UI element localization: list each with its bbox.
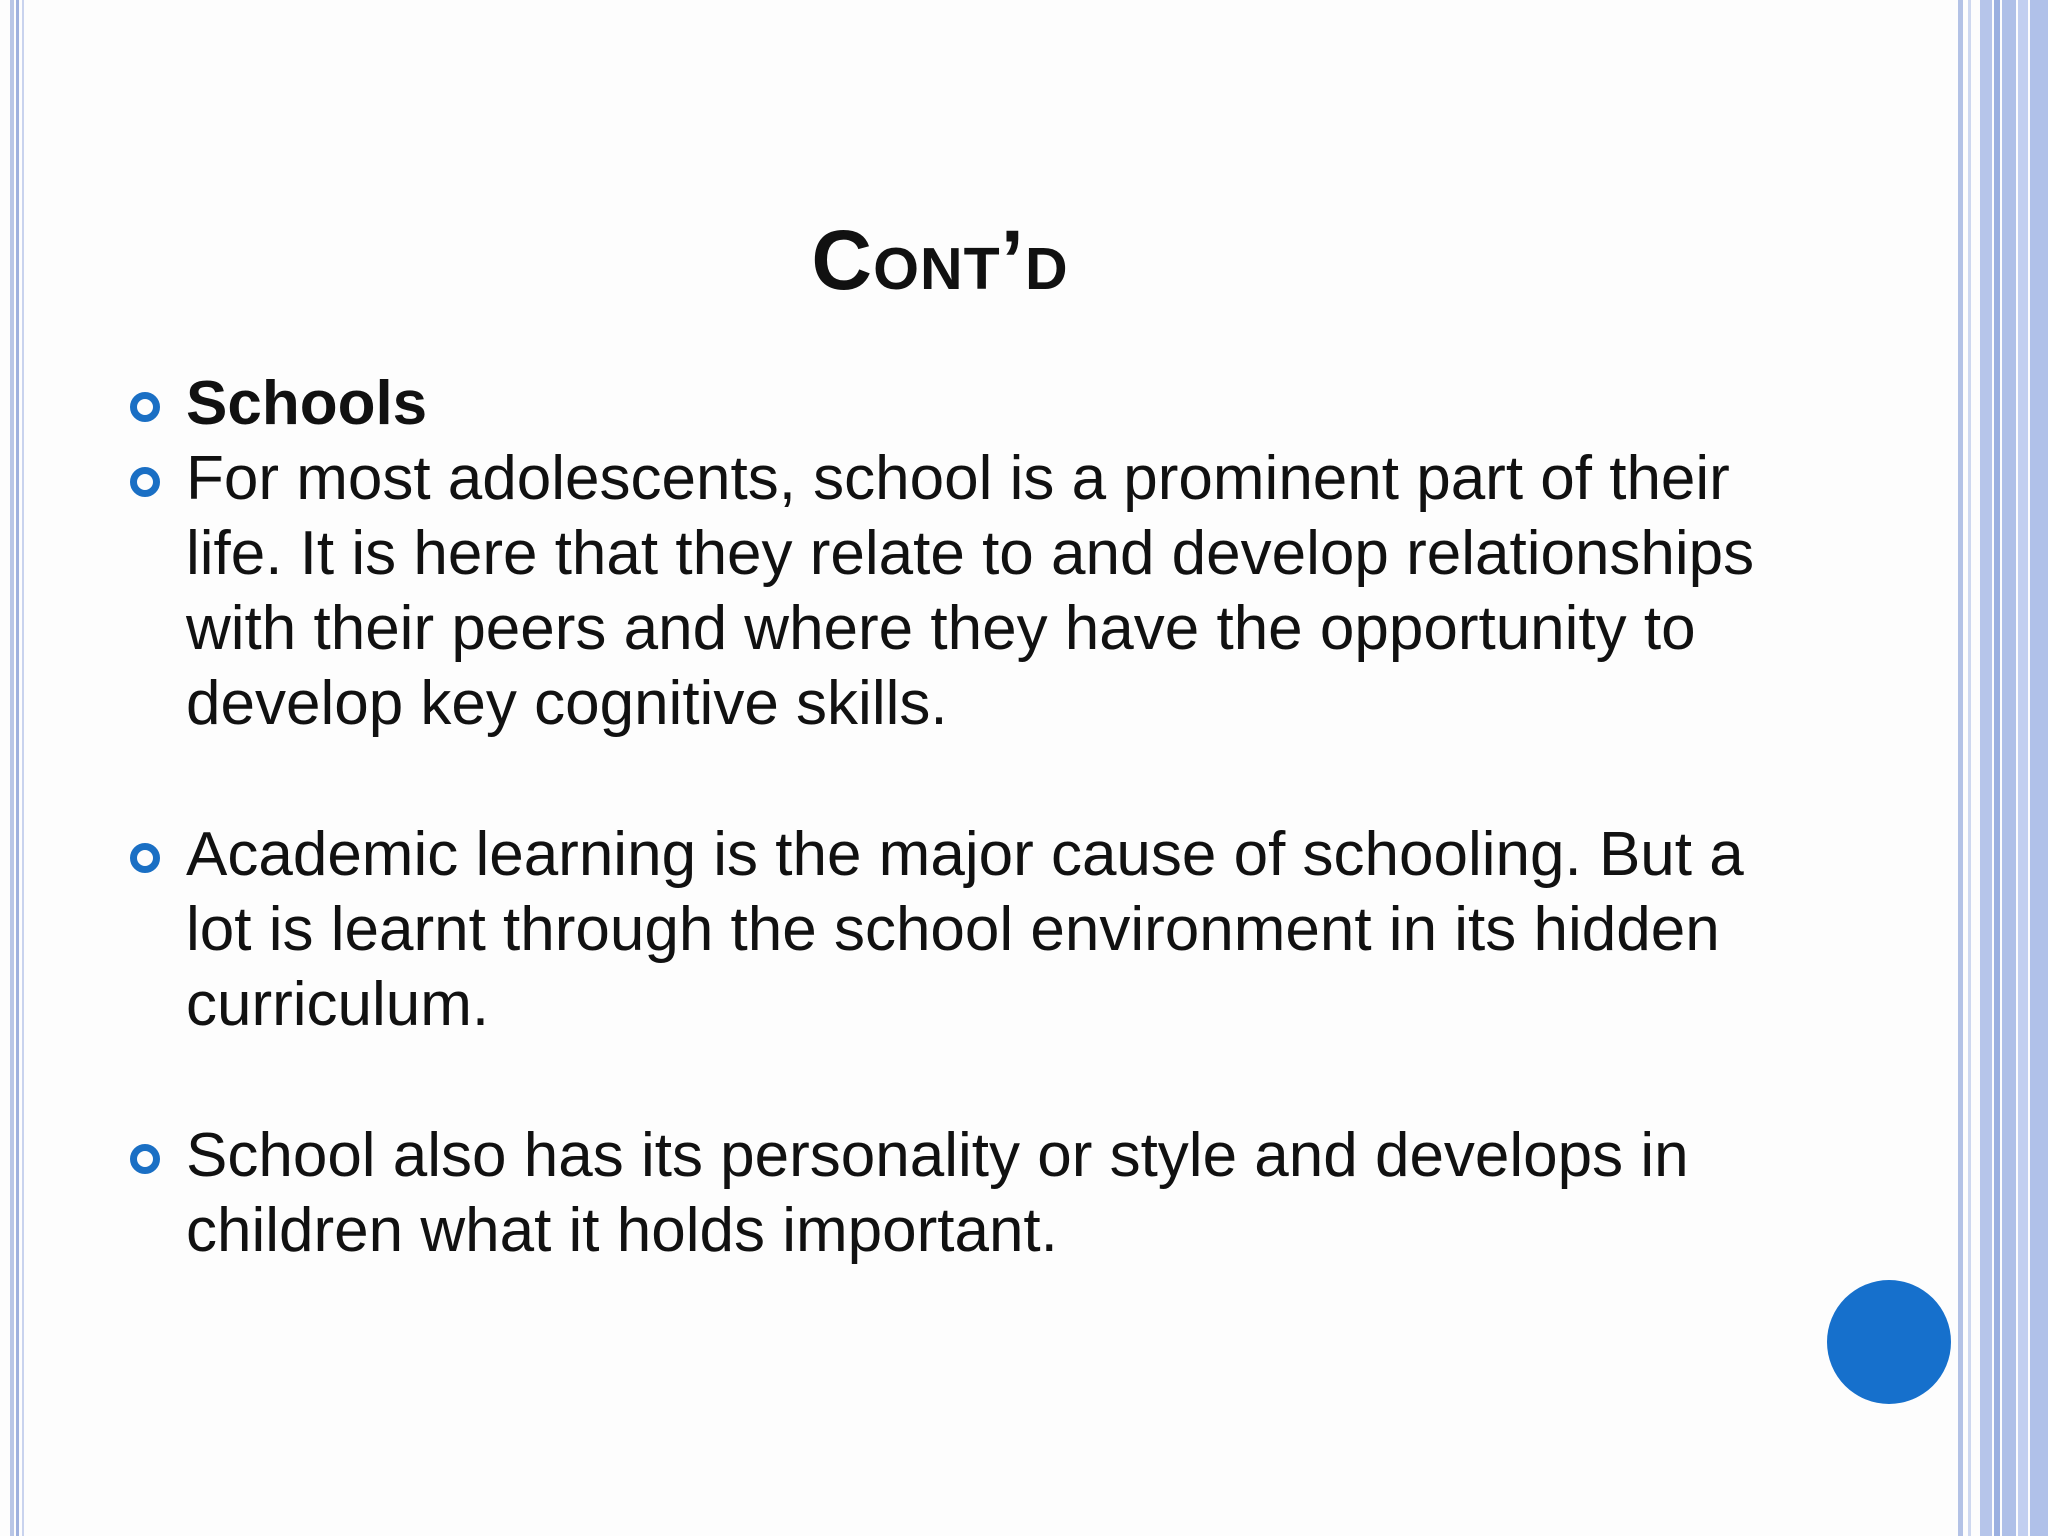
hollow-circle-bullet-icon (130, 392, 160, 422)
right-frame-stripe (1968, 0, 1971, 1536)
right-frame-stripe (1994, 0, 2000, 1536)
bullet-text: Academic learning is the major cause of schooling. But a lot is learnt through the school environment in its hidden curriculum. (186, 820, 1744, 1039)
right-frame-stripe (1958, 0, 1963, 1536)
bullet-list (124, 366, 1764, 1268)
hollow-circle-bullet-icon (130, 843, 160, 873)
bullet-item (124, 366, 1764, 441)
filled-circle-icon (1827, 1280, 1951, 1404)
right-frame-stripe (1980, 0, 1992, 1536)
bullet-item (124, 1118, 1764, 1268)
bullet-item (124, 441, 1764, 741)
paragraph-spacer (124, 1042, 1764, 1118)
right-frame-stripe (2018, 0, 2028, 1536)
bullet-item (124, 817, 1764, 1042)
hollow-circle-bullet-icon (130, 1144, 160, 1174)
right-frame-stripe (2002, 0, 2016, 1536)
bullet-text: For most adolescents, school is a prominent part of their life. It is here that they relate to and develop relationships with their peers and where they have the opportunity to develop key cognitive skills. (186, 444, 1755, 738)
bullet-text: Schools (186, 369, 428, 438)
right-frame-stripe (2030, 0, 2048, 1536)
paragraph-spacer (124, 741, 1764, 817)
bullet-text: School also has its personality or style and develops in children what it holds important. (186, 1121, 1689, 1265)
slide-title: Cont’d (811, 213, 1069, 307)
hollow-circle-bullet-icon (130, 467, 160, 497)
